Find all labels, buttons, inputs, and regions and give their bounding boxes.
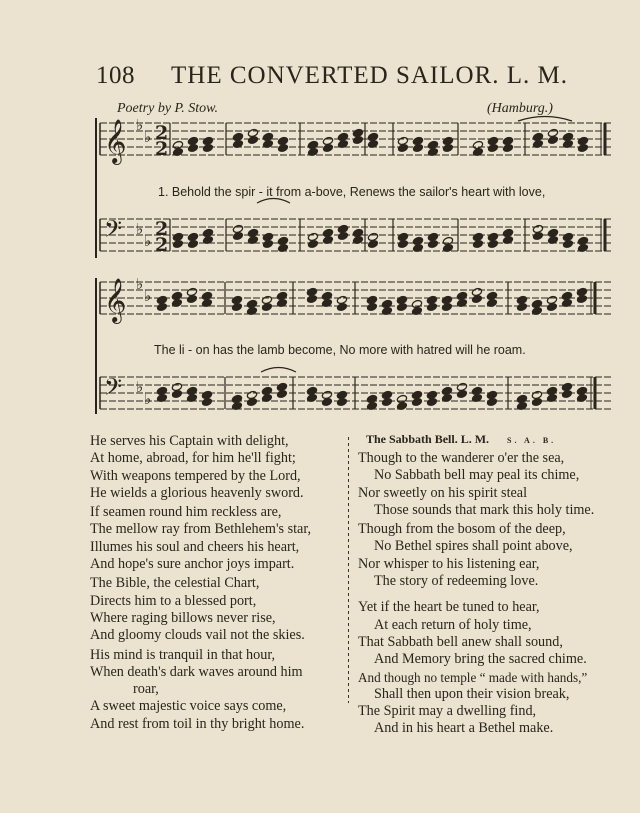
note-head bbox=[471, 294, 482, 303]
note-head bbox=[306, 294, 317, 303]
note-head bbox=[532, 231, 543, 240]
poetry-credit: Poetry by P. Stow. bbox=[117, 101, 218, 116]
note-head bbox=[232, 231, 243, 240]
note-head bbox=[262, 239, 273, 248]
note-head bbox=[546, 302, 557, 311]
flat-icon: ♭ bbox=[144, 128, 152, 146]
note-head bbox=[201, 397, 212, 406]
poem-line: Illumes his soul and cheers his heart, bbox=[90, 538, 300, 555]
note-head bbox=[277, 143, 288, 152]
time-signature-top: 2 bbox=[155, 122, 169, 144]
tie-slur bbox=[261, 368, 296, 373]
time-signature-bottom: 2 bbox=[155, 138, 169, 160]
heading-title: The Sabbath Bell. L. M. bbox=[366, 432, 490, 446]
poem-line: The mellow ray from Bethlehem's star, bbox=[90, 521, 312, 538]
song-title: THE CONVERTED SAILOR. L. M. bbox=[171, 62, 569, 89]
column-divider bbox=[348, 437, 349, 703]
poem-line: Though to the wanderer o'er the sea, bbox=[358, 450, 565, 466]
flat-icon: ♭ bbox=[144, 287, 152, 305]
note-head bbox=[367, 239, 378, 248]
poem-line: Yet if the heart be tuned to hear, bbox=[358, 599, 540, 616]
poem-line: And hope's sure anchor joys impart. bbox=[90, 556, 295, 573]
note-head bbox=[397, 239, 408, 248]
poem-line: And in his heart a Bethel make. bbox=[374, 720, 554, 737]
note-head bbox=[426, 397, 437, 406]
stanza bbox=[358, 669, 594, 738]
poem-line: Though from the bosom of the deep, bbox=[358, 521, 566, 538]
poem-line: No Bethel spires shall point above, bbox=[374, 538, 573, 555]
note-head bbox=[576, 294, 587, 303]
note-head bbox=[276, 389, 287, 398]
note-head bbox=[336, 302, 347, 311]
tune-name: (Hamburg.) bbox=[487, 101, 553, 116]
note-head bbox=[366, 302, 377, 311]
tie-slur bbox=[257, 199, 290, 204]
stanza bbox=[90, 504, 311, 573]
note-head bbox=[307, 239, 318, 248]
flat-icon: ♭ bbox=[144, 390, 152, 408]
bass-clef-icon: 𝄢 bbox=[104, 373, 123, 406]
note-head bbox=[397, 143, 408, 152]
poem-line: If seamen round him reckless are, bbox=[90, 504, 282, 521]
note-head bbox=[172, 239, 183, 248]
poem-line: He serves his Captain with delight, bbox=[90, 433, 289, 449]
note-head bbox=[187, 143, 198, 152]
time-signature-bottom: 2 bbox=[155, 234, 169, 256]
note-head bbox=[502, 143, 513, 152]
note-head bbox=[231, 302, 242, 311]
poem-line: roar, bbox=[133, 681, 159, 698]
lyric-line-2: The li - on has the lamb become, No more with hatred will he roam. bbox=[154, 343, 526, 357]
poem-line: He wields a glorious heavenly sword. bbox=[90, 484, 304, 501]
poem-line: A sweet majestic voice says come, bbox=[90, 698, 287, 715]
poem-right-column bbox=[358, 450, 594, 738]
lyric-line-1: 1. Behold the spir - it from a-bove, Renews the sailor's heart with love, bbox=[158, 185, 546, 199]
note-head bbox=[381, 397, 392, 406]
note-head bbox=[171, 389, 182, 398]
poem-line: Directs him to a blessed port, bbox=[90, 592, 257, 609]
note-head bbox=[562, 239, 573, 248]
stanza bbox=[90, 575, 311, 644]
poem-line: That Sabbath bell anew shall sound, bbox=[358, 633, 563, 650]
poem-line: With weapons tempered by the Lord, bbox=[90, 467, 301, 484]
time-signature-top: 2 bbox=[155, 218, 169, 240]
note-head bbox=[321, 397, 332, 406]
poem-line: And gloomy clouds vail not the skies. bbox=[90, 627, 305, 644]
poem-line: And though no temple “ made with hands,” bbox=[358, 669, 588, 685]
poem-line: And rest from toil in thy bright home. bbox=[90, 715, 305, 732]
note-head bbox=[202, 143, 213, 152]
poem-line: Those sounds that mark this holy time. bbox=[374, 501, 595, 518]
note-head bbox=[337, 231, 348, 240]
stanza bbox=[358, 599, 594, 668]
poem-line: His mind is tranquil in that hour, bbox=[90, 646, 276, 663]
note-head bbox=[516, 302, 527, 311]
note-head bbox=[577, 143, 588, 152]
stanza bbox=[358, 450, 594, 519]
note-head bbox=[487, 143, 498, 152]
note-head bbox=[186, 294, 197, 303]
note-head bbox=[531, 397, 542, 406]
poem-line: At home, abroad, for him he'll fight; bbox=[90, 450, 296, 467]
note-head bbox=[456, 389, 467, 398]
poem-line: Shall then upon their vision break, bbox=[374, 685, 570, 702]
poem-line: Nor whisper to his listening ear, bbox=[358, 555, 540, 572]
poem-line: And Memory bring the sacred chime. bbox=[374, 651, 587, 668]
note-head bbox=[412, 143, 423, 152]
note-head bbox=[322, 143, 333, 152]
note-head bbox=[441, 302, 452, 311]
note-head bbox=[246, 397, 257, 406]
note-head bbox=[396, 302, 407, 311]
flat-icon: ♭ bbox=[136, 275, 144, 293]
poem-line: At each return of holy time, bbox=[374, 616, 532, 633]
poem-line: The Spirit may a dwelling find, bbox=[358, 703, 537, 720]
poem-line: The story of redeeming love. bbox=[374, 573, 539, 590]
note-head bbox=[487, 239, 498, 248]
note-head bbox=[427, 239, 438, 248]
note-head bbox=[411, 397, 422, 406]
note-head bbox=[426, 302, 437, 311]
stanza bbox=[90, 433, 311, 502]
note-head bbox=[486, 397, 497, 406]
stanza bbox=[90, 647, 311, 733]
flat-icon: ♭ bbox=[136, 116, 144, 134]
tie-slur bbox=[518, 117, 572, 122]
poem-line: Nor sweetly on his spirit steal bbox=[358, 484, 528, 501]
sabbath-bell-heading bbox=[366, 432, 556, 447]
flat-icon: ♭ bbox=[144, 232, 152, 250]
poem-line: The Bible, the celestial Chart, bbox=[90, 575, 260, 592]
note-head bbox=[547, 135, 558, 144]
note-head bbox=[472, 239, 483, 248]
note-head bbox=[352, 135, 363, 144]
note-head bbox=[336, 397, 347, 406]
stanza bbox=[358, 521, 594, 590]
page-number: 108 bbox=[96, 62, 135, 89]
bass-clef-icon: 𝄢 bbox=[104, 215, 123, 248]
note-head bbox=[187, 239, 198, 248]
flat-icon: ♭ bbox=[136, 378, 144, 396]
note-head bbox=[156, 302, 167, 311]
poem-line: Where raging billows never rise, bbox=[90, 609, 276, 626]
note-head bbox=[442, 143, 453, 152]
treble-clef-icon: 𝄞 bbox=[104, 278, 127, 322]
voice-parts: S. A. B. bbox=[507, 436, 557, 445]
poem-line: No Sabbath bell may peal its chime, bbox=[374, 467, 580, 484]
poem-line: When death's dark waves around him bbox=[90, 663, 303, 680]
note-head bbox=[261, 302, 272, 311]
note-head bbox=[247, 135, 258, 144]
poem-left-column bbox=[90, 433, 311, 733]
treble-clef-icon: 𝄞 bbox=[104, 119, 127, 163]
note-head bbox=[561, 389, 572, 398]
flat-icon: ♭ bbox=[136, 220, 144, 238]
